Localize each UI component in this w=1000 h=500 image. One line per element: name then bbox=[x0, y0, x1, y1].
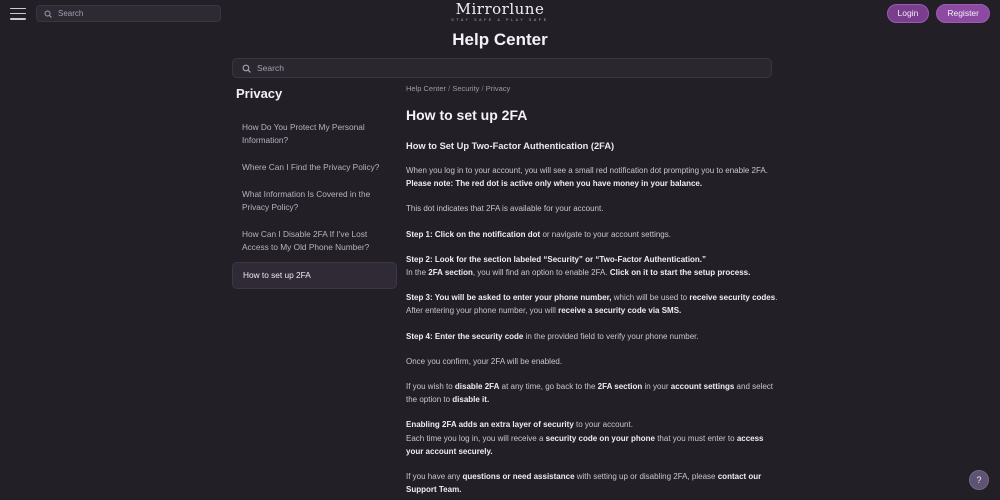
disable-d: 2FA section bbox=[597, 382, 643, 392]
step-2-rest-c: , you will find an option to enable 2FA. bbox=[472, 268, 610, 278]
disable-e: in your bbox=[642, 382, 671, 392]
top-search-input[interactable] bbox=[36, 5, 221, 22]
paragraph-step-4 bbox=[406, 330, 778, 343]
security-a: Enabling 2FA adds an extra layer of security bbox=[406, 420, 574, 430]
disable-b: disable 2FA bbox=[454, 382, 500, 392]
security-b: to your account. bbox=[573, 420, 633, 430]
breadcrumb-separator: / bbox=[448, 84, 451, 93]
sidebar-item-how-to-set-up-2fa[interactable]: How to set up 2FA bbox=[232, 262, 397, 289]
disable-c: at any time, go back to the bbox=[499, 382, 598, 392]
top-search-placeholder: Search bbox=[58, 9, 84, 18]
paragraph-step-1 bbox=[406, 228, 778, 241]
step-3-security-codes: receive security codes bbox=[689, 293, 776, 303]
register-button[interactable]: Register bbox=[936, 4, 990, 23]
security-f: access your account securely. bbox=[406, 433, 764, 456]
paragraph-confirm: Once you confirm, your 2FA will be enabled. bbox=[406, 356, 563, 366]
breadcrumb-item-security[interactable]: Security bbox=[452, 84, 480, 93]
sidebar bbox=[232, 86, 397, 291]
help-chat-button[interactable]: ? bbox=[969, 470, 989, 490]
security-d: security code on your phone bbox=[545, 433, 655, 443]
step-1-label: Step 1: Click on the notification dot bbox=[406, 229, 541, 239]
hamburger-icon[interactable] bbox=[10, 8, 26, 20]
step-2-label: Step 2: Look for the section labeled “Security” or “Two-Factor Authentication.” bbox=[406, 254, 707, 264]
breadcrumb-item-help-center[interactable]: Help Center bbox=[406, 84, 447, 93]
article-title: How to set up 2FA bbox=[406, 107, 528, 123]
breadcrumb bbox=[406, 84, 778, 93]
article-content bbox=[406, 84, 778, 500]
support-link[interactable]: contact our Support Team. bbox=[406, 472, 762, 495]
page-title: Help Center bbox=[452, 30, 548, 49]
sidebar-item-find-privacy-policy[interactable]: Where Can I Find the Privacy Policy? bbox=[242, 162, 380, 172]
brand-logo[interactable] bbox=[451, 2, 548, 22]
disable-g: and select the option to bbox=[406, 382, 774, 405]
step-4-rest: in the provided field to verify your phone number. bbox=[523, 331, 699, 341]
main-search-input[interactable] bbox=[232, 58, 772, 78]
paragraph-disable-2fa bbox=[406, 380, 778, 406]
step-2-rest-a: In the bbox=[406, 268, 429, 278]
paragraph-intro bbox=[406, 164, 778, 190]
disable-a: If you wish to bbox=[406, 382, 455, 392]
sidebar-item-protect-personal-information[interactable]: How Do You Protect My Personal Information? bbox=[242, 122, 365, 145]
security-c: Each time you log in, you will receive a bbox=[406, 433, 546, 443]
login-button[interactable]: Login bbox=[887, 4, 930, 23]
step-1-rest: or navigate to your account settings. bbox=[540, 229, 671, 239]
brand-name: Mirrorlune bbox=[455, 0, 545, 18]
support-c: with setting up or disabling 2FA, please bbox=[574, 472, 718, 482]
sidebar-item-information-covered[interactable]: What Information Is Covered in the Privacy Policy? bbox=[242, 189, 371, 212]
intro-text-a: When you log in to your account, you will see a small red notification dot prompting you to enable 2FA. bbox=[406, 166, 768, 175]
top-bar bbox=[0, 0, 1000, 27]
step-3-label: Step 3: You will be asked to enter your phone number, bbox=[406, 293, 612, 303]
paragraph-step-3 bbox=[406, 291, 778, 317]
paragraph-step-2 bbox=[406, 253, 778, 279]
sidebar-item-disable-2fa-lost-phone[interactable]: How Can I Disable 2FA If I've Lost Access to My Old Phone Number? bbox=[242, 229, 370, 252]
step-3-rest-d: receive a security code via SMS. bbox=[558, 306, 682, 316]
brand-subtitle: STAY SAFE & PLAY SAFE bbox=[451, 18, 549, 22]
breadcrumb-item-privacy[interactable]: Privacy bbox=[485, 84, 511, 93]
disable-h: disable it. bbox=[452, 395, 490, 405]
support-b: questions or need assistance bbox=[462, 472, 575, 482]
step-3-rest-a: which will be used to bbox=[611, 293, 690, 303]
search-icon bbox=[242, 64, 250, 72]
main-search-placeholder: Search bbox=[257, 63, 284, 73]
step-2-rest-d: Click on it to start the setup process. bbox=[609, 268, 751, 278]
intro-note: Please note: The red dot is active only when you have money in your balance. bbox=[406, 179, 703, 189]
disable-f: account settings bbox=[670, 382, 735, 392]
search-icon bbox=[44, 10, 52, 18]
paragraph-support bbox=[406, 470, 778, 496]
article-heading: How to Set Up Two-Factor Authentication (2FA) bbox=[406, 141, 615, 151]
paragraph-dot-indicates: This dot indicates that 2FA is available for your account. bbox=[406, 204, 604, 214]
paragraph-extra-security bbox=[406, 418, 778, 458]
auth-buttons bbox=[887, 4, 990, 23]
security-e: that you must enter to bbox=[654, 433, 737, 443]
step-3-rest-c: . After entering your phone number, you will bbox=[406, 293, 778, 316]
step-4-label: Step 4: Enter the security code bbox=[406, 331, 524, 341]
step-2-section: 2FA section bbox=[428, 268, 473, 278]
support-a: If you have any bbox=[406, 472, 463, 482]
sidebar-title: Privacy bbox=[236, 86, 283, 101]
breadcrumb-separator: / bbox=[481, 84, 484, 93]
